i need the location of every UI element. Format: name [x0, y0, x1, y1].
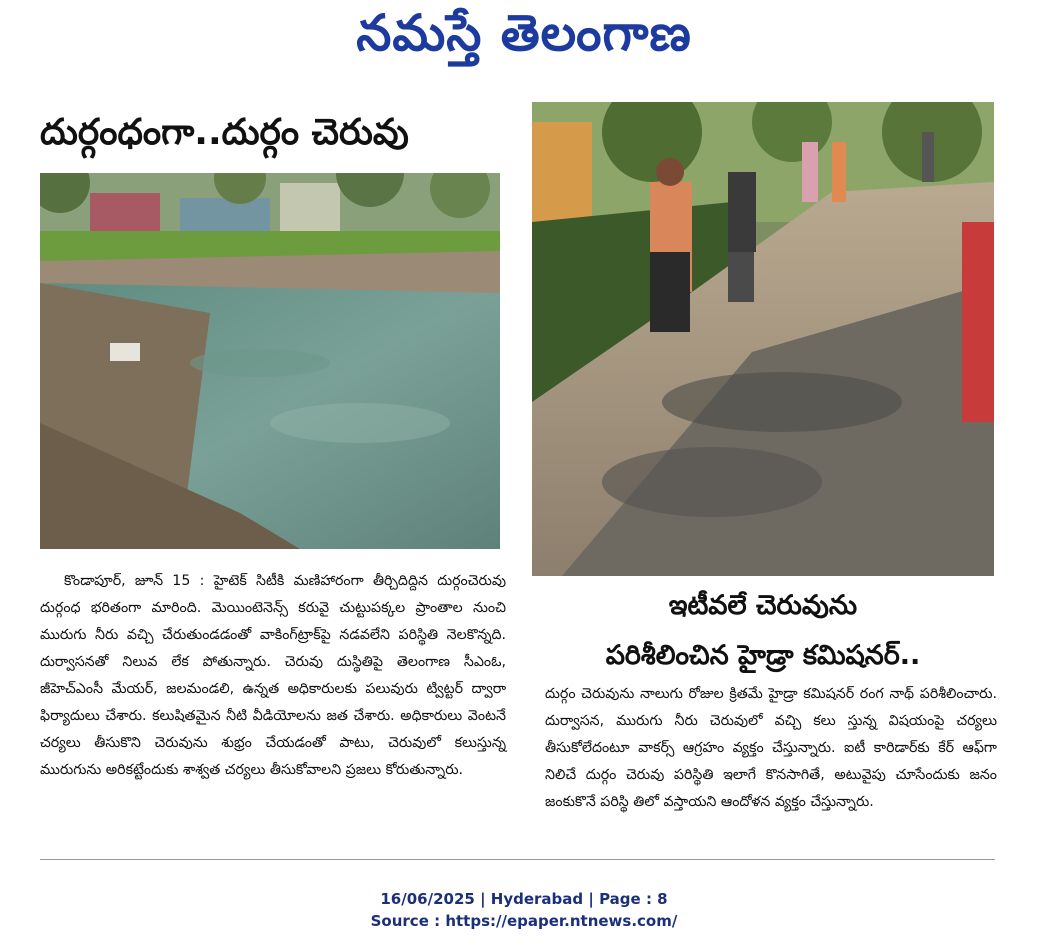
subheadline-line-1: ఇటీవలే చెరువును [668, 590, 858, 621]
masthead-logo: నమస్తే తెలంగాణ [356, 4, 692, 62]
lake-photo [40, 173, 500, 549]
footer-source[interactable]: Source : https://epaper.ntnews.com/ [370, 912, 678, 930]
article-headline: దుర్గంధంగా..దుర్గం చెరువు [40, 112, 409, 153]
footer-page: Page : 8 [599, 890, 668, 908]
footer-city: Hyderabad [490, 890, 584, 908]
article-body-right: దుర్గం చెరువును నాలుగు రోజుల క్రితమే హైడ్రా కమిషనర్‌ రంగ నాథ్‌ పరిశీలించారు. దుర్వాసన, మురుగు నీరు చెరువులో వచ్చి కలు స్తున్న విషయంపై చర్యలు తీసుకోలేదంటూ వాకర్స్‌ ఆగ్రహం వ్యక్తం చేస్తున్నారు. ఐటీ కారిడార్‌కు కేర్‌ ఆఫ్‌గా నిలిచే దుర్గం చెరువు పరిస్థితి ఇలాగే కొనసాగితే, అటువైపు చూసేందుకు జనం జంకుకొనే పరిస్థి తిలో వస్తాయని ఆందోళన వ్యక్తం చేస్తున్నారు. [545, 686, 997, 810]
subheadline-line-2: పరిశీలించిన హైడ్రా కమిషనర్‌.. [605, 640, 921, 671]
footer-separator: | [480, 890, 486, 908]
footer-dateline [0, 890, 1048, 908]
walking-track-photo [532, 102, 994, 576]
footer-separator: | [588, 890, 594, 908]
footer-divider [40, 859, 995, 860]
article-body-left: కొండాపూర్‌, జూన్‌ 15 : హైటెక్‌ సిటీకి మణిహారంగా తీర్చిదిద్దిన దుర్గంచెరువు దుర్గంధ భరితంగా మారింది. మెయింటెనెన్స్‌ కరువై చుట్టుపక్కల ప్రాంతాల నుంచి మురుగు నీరు వచ్చి చేరుతుండడంతో వాకింగ్‌ట్రాక్‌పై నడవలేని పరిస్థితి నెలకొన్నది. దుర్వాసనతో నిలువ లేక పోతున్నారు. చెరువు దుస్థితిపై తెలంగాణ సీఎంఓ, జీహెచ్‌ఎంసీ మేయర్‌, జలమండలి, ఉన్నత అధికారులకు పలువురు ట్విట్టర్‌ ద్వారా ఫిర్యాదులు చేశారు. కలుషితమైన నీటి వీడియోలను జత చేశారు. అధికారులు వెంటనే చర్యలు తీసుకొని చెరువును శుభ్రం చేయడంతో పాటు, చెరువులో కలుస్తున్న మురుగును అరికట్టేందుకు శాశ్వత చర్యలు తీసుకోవాలని ప్రజలు కోరుతున్నారు. [40, 573, 506, 778]
footer-date: 16/06/2025 [380, 890, 475, 908]
